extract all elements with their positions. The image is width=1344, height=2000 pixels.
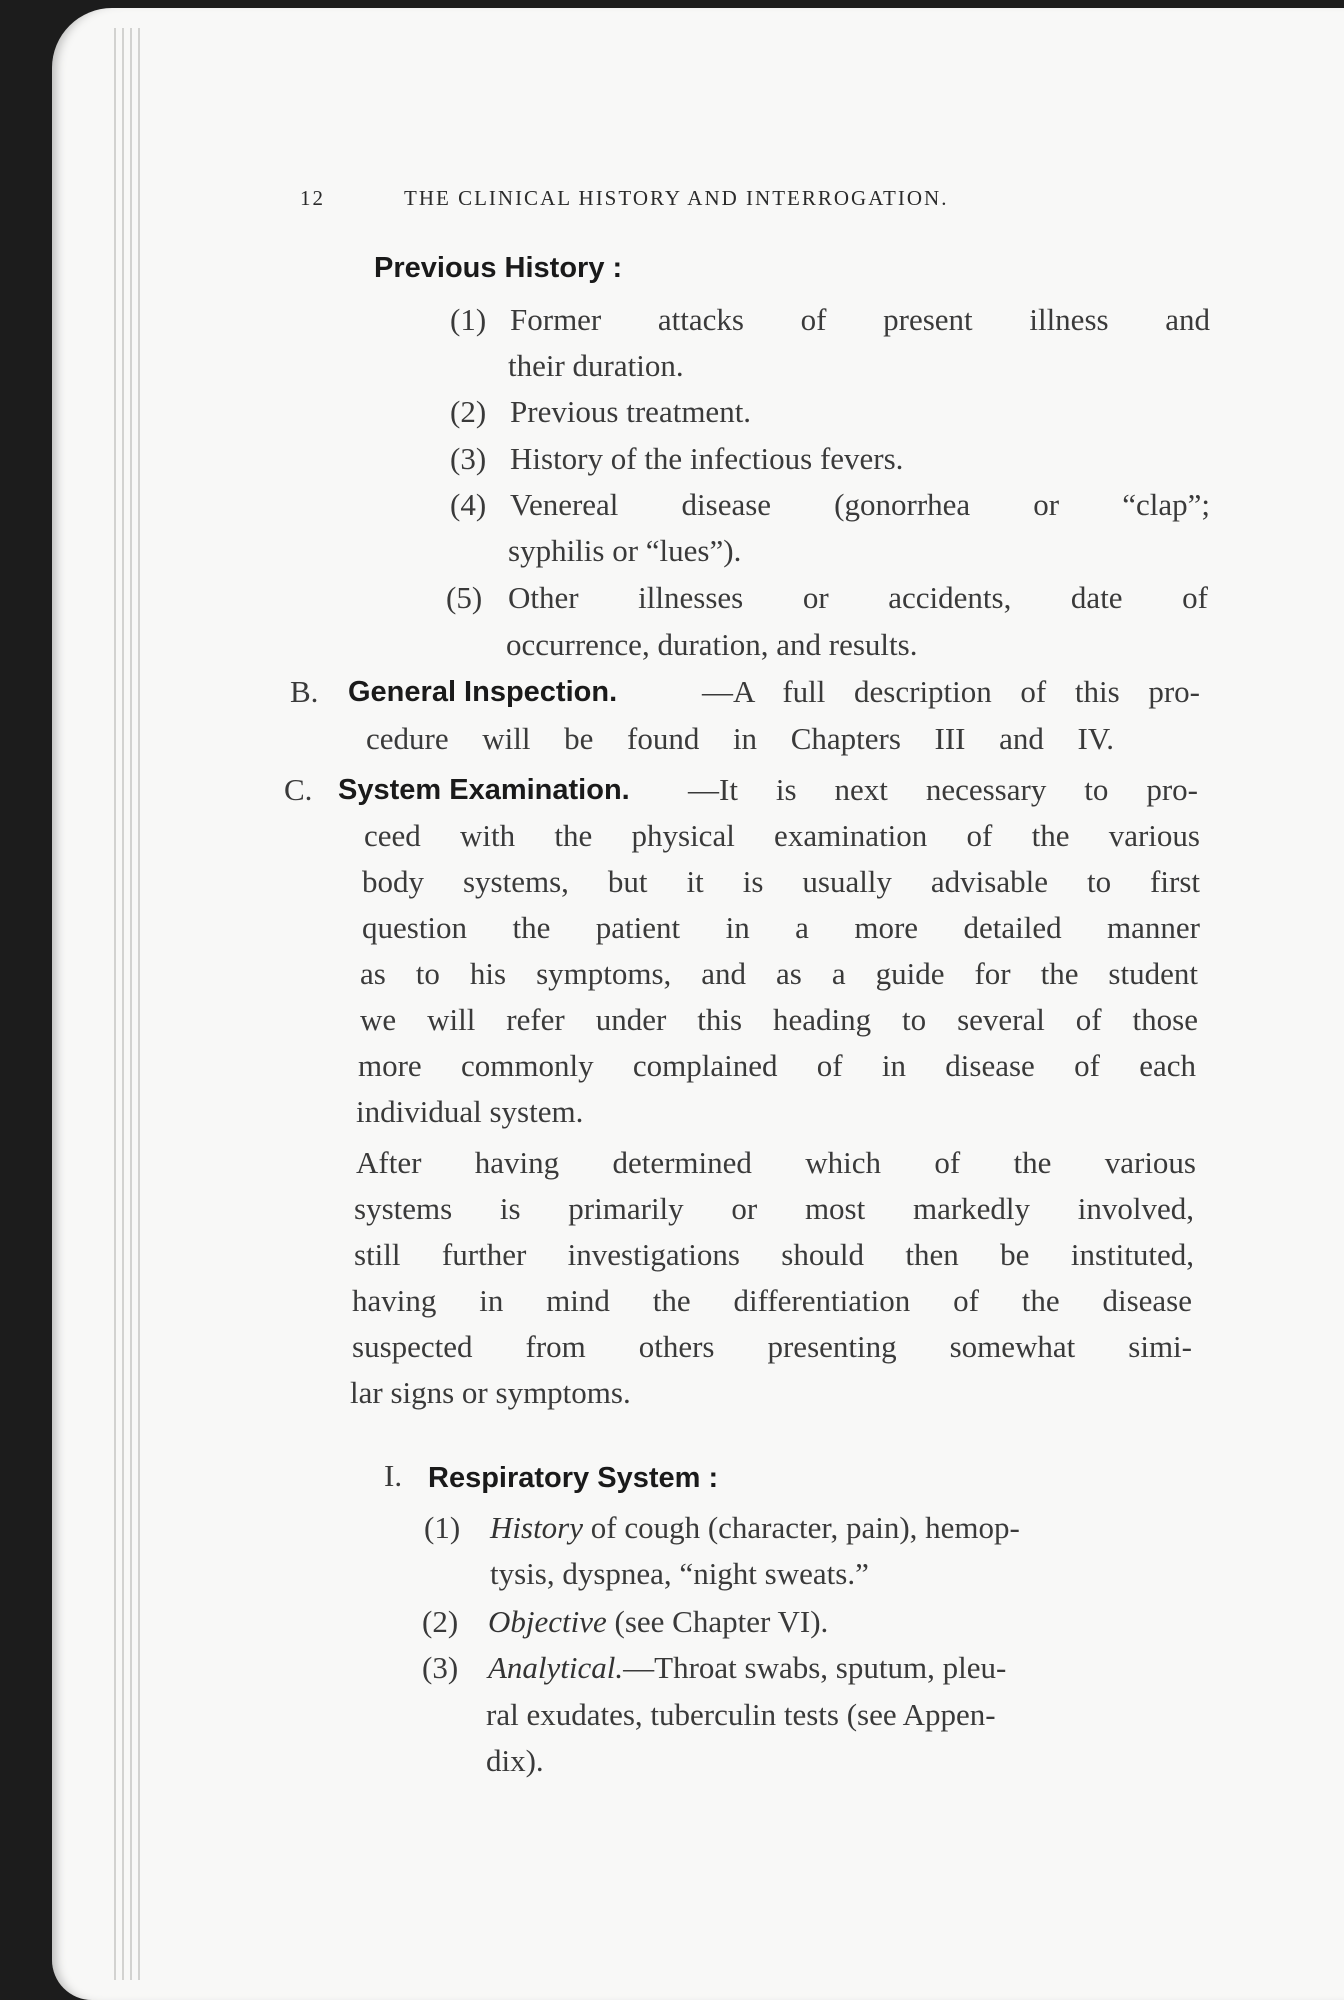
- list-item-text: syphilis or “lues”).: [508, 533, 742, 568]
- section-text: more commonly complained of in disease of each: [358, 1048, 1196, 1083]
- list-item-text: Venereal disease (gonorrhea or “clap”;: [510, 487, 1210, 522]
- list-item-text: tysis, dyspnea, “night sweats.”: [490, 1556, 869, 1591]
- list-item-text: dix).: [486, 1743, 544, 1778]
- section-letter: C.: [284, 772, 313, 807]
- emphasis-term: Analytical.: [488, 1650, 624, 1685]
- section-text: we will refer under this heading to several of those: [360, 1002, 1198, 1037]
- section-text: question the patient in a more detailed manner: [362, 910, 1200, 945]
- section-text: After having determined which of the various: [356, 1145, 1196, 1180]
- list-item-text: Other illnesses or accidents, date of: [508, 580, 1208, 615]
- list-item-number: (2): [422, 1604, 459, 1639]
- list-item-text: Former attacks of present illness and: [510, 302, 1210, 337]
- subsection-number: I.: [384, 1458, 403, 1493]
- list-item-text: [490, 1510, 1020, 1546]
- section-heading: System Examination.: [338, 774, 630, 806]
- list-item-text: [488, 1650, 1006, 1686]
- emphasis-term: Objective: [488, 1604, 607, 1639]
- section-text: cedure will be found in Chapters III and IV.: [366, 721, 1114, 756]
- list-item-number: (4): [450, 487, 487, 522]
- page-edge: [114, 28, 116, 1980]
- section-text: as to his symptoms, and as a guide for the student: [360, 956, 1198, 991]
- list-item-number: (1): [450, 302, 487, 337]
- section-text: lar signs or symptoms.: [350, 1375, 631, 1410]
- section-text: still further investigations should then be instituted,: [354, 1237, 1194, 1272]
- section-text: —It is next necessary to pro-: [688, 772, 1198, 807]
- section-text: individual system.: [356, 1094, 584, 1129]
- subsection-heading: Respiratory System :: [428, 1462, 719, 1494]
- section-text: —A full description of this pro-: [702, 674, 1200, 709]
- list-item-text: [488, 1604, 828, 1640]
- running-title: THE CLINICAL HISTORY AND INTERROGATION.: [404, 186, 949, 210]
- section-text: body systems, but it is usually advisable to first: [362, 864, 1200, 899]
- emphasis-term: History: [490, 1510, 583, 1545]
- list-item-number: (2): [450, 394, 487, 429]
- list-item-number: (5): [446, 580, 483, 615]
- list-item-text: ral exudates, tuberculin tests (see Appen-: [486, 1697, 996, 1732]
- list-item-number: (3): [422, 1650, 459, 1685]
- list-item-number: (3): [450, 441, 487, 476]
- list-item-text: —Throat swabs, sputum, pleu-: [623, 1650, 1007, 1685]
- section-heading: General Inspection.: [348, 676, 618, 708]
- page-edge: [130, 28, 132, 1980]
- section-text: having in mind the differentiation of the disease: [352, 1283, 1192, 1318]
- page-number: 12: [300, 186, 325, 210]
- section-text: ceed with the physical examination of the various: [364, 818, 1200, 853]
- list-item-text: Previous treatment.: [510, 394, 752, 429]
- section-letter: B.: [290, 674, 319, 709]
- section-text: suspected from others presenting somewhat simi-: [352, 1329, 1192, 1364]
- page-edge: [138, 28, 140, 1980]
- section-text: systems is primarily or most markedly involved,: [354, 1191, 1194, 1226]
- list-item-text: of cough (character, pain), hemop-: [583, 1510, 1020, 1545]
- list-item-text: occurrence, duration, and results.: [506, 627, 918, 662]
- previous-history-heading: Previous History :: [374, 252, 623, 284]
- list-item-text: their duration.: [508, 348, 684, 383]
- list-item-text: History of the infectious fevers.: [510, 441, 904, 476]
- list-item-text: (see Chapter VI).: [606, 1604, 829, 1639]
- page-edge: [122, 28, 124, 1980]
- list-item-number: (1): [424, 1510, 461, 1545]
